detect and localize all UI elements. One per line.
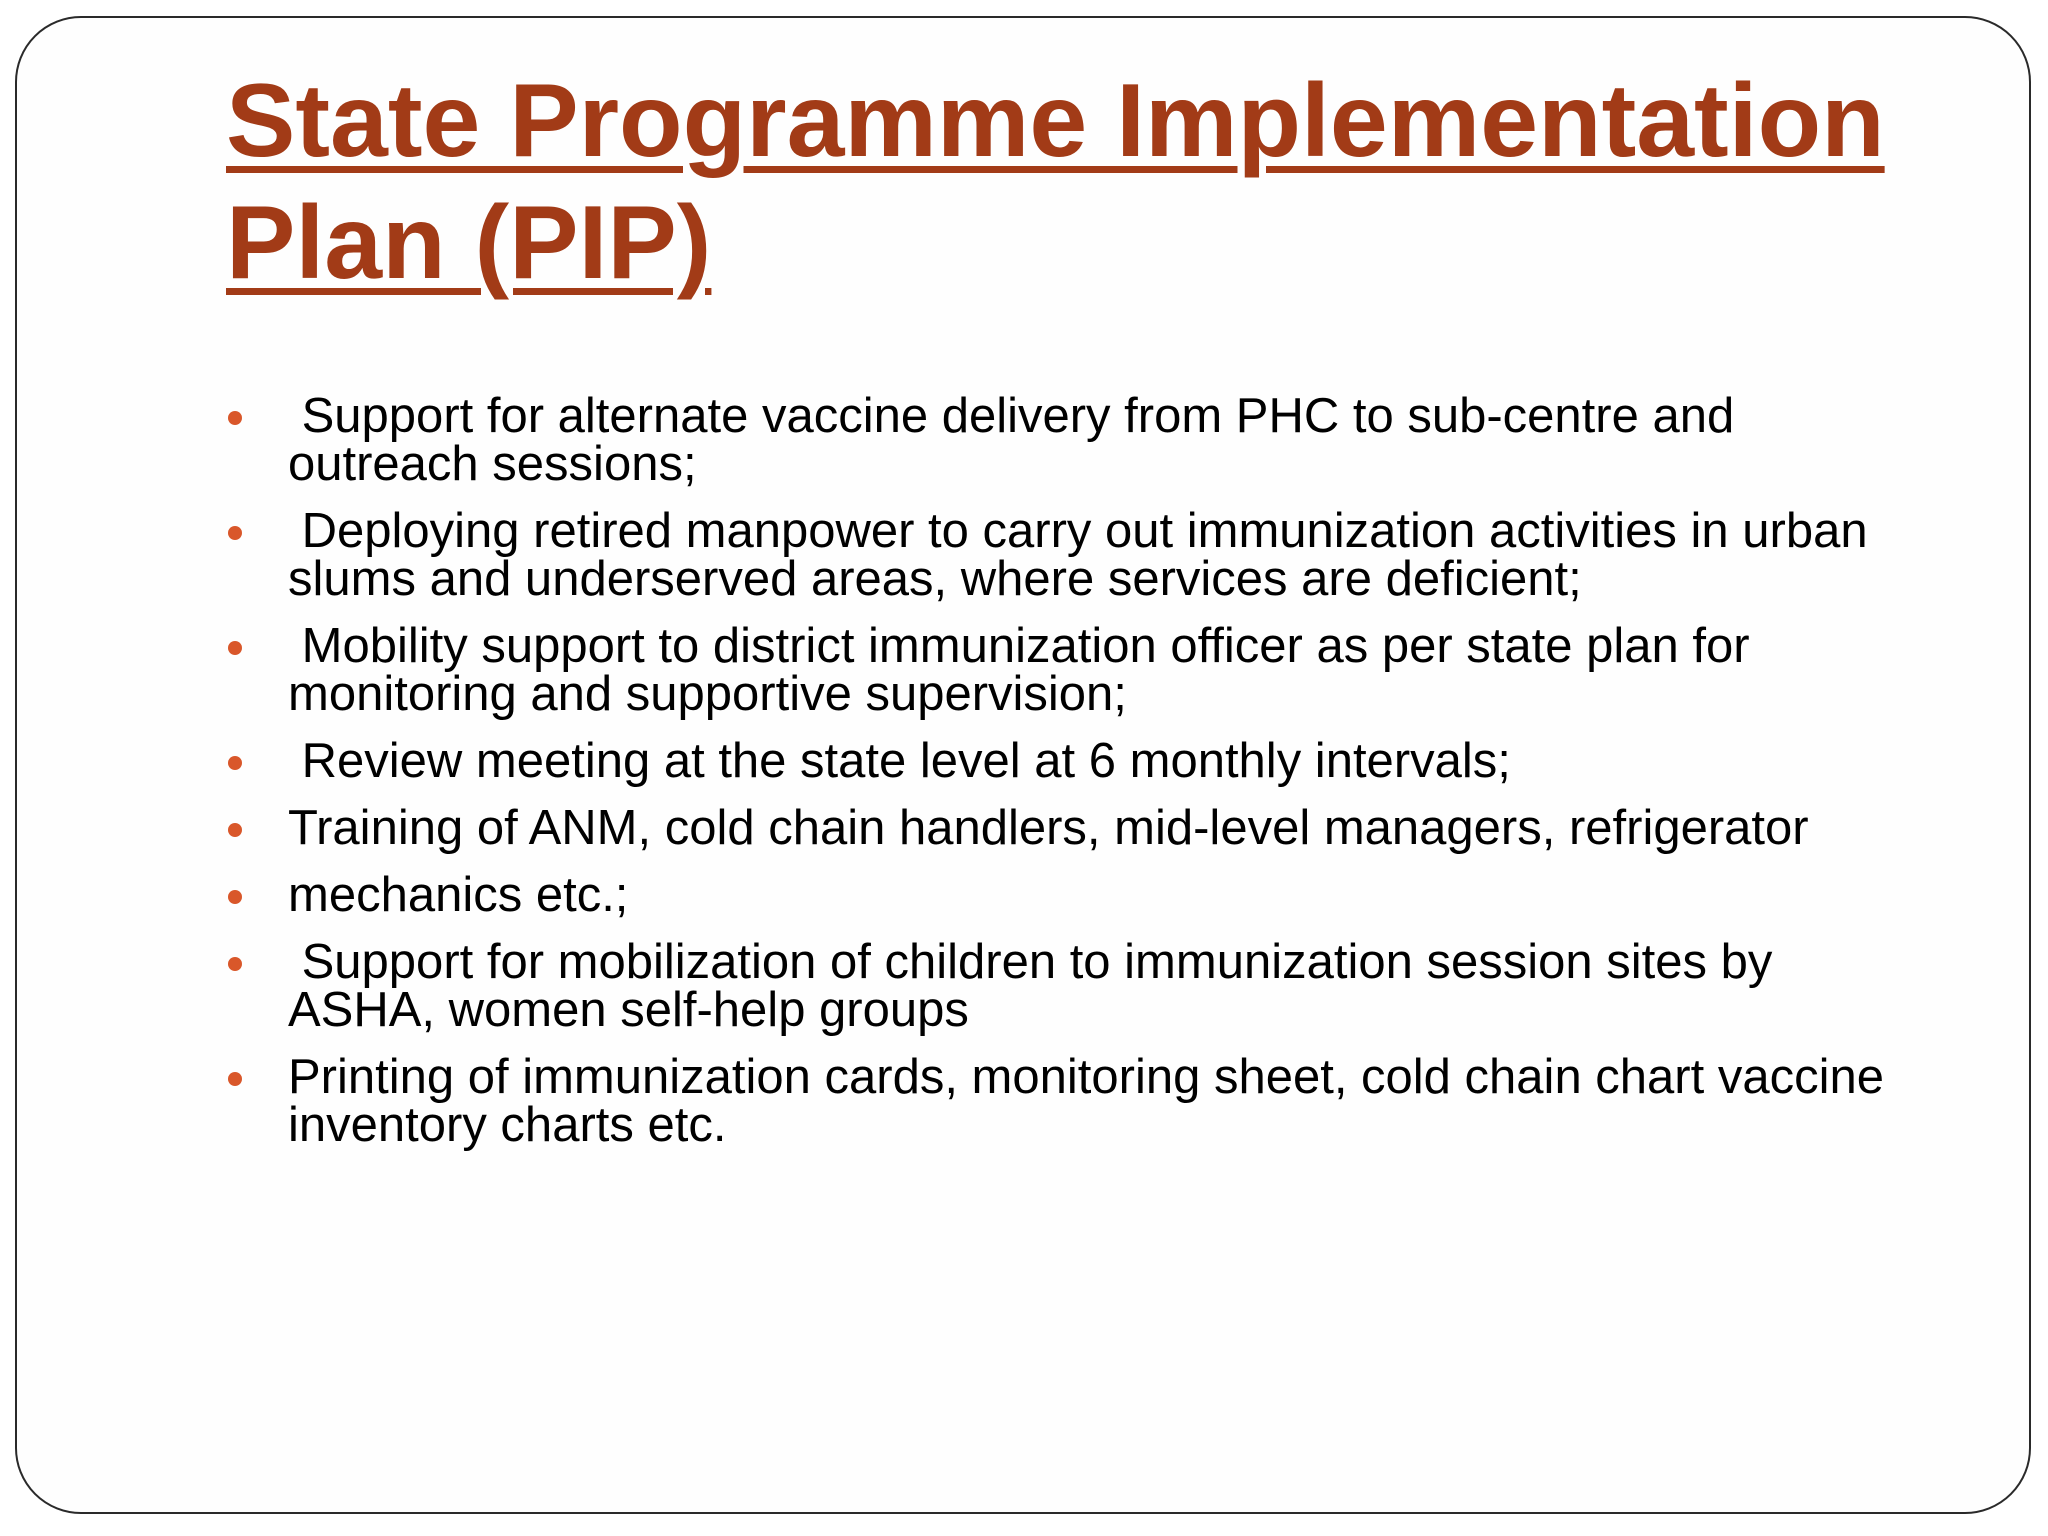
bullet-dot-icon [228,1072,242,1086]
bullet-dot-icon [228,756,242,770]
bullet-text: Support for alternate vaccine delivery from PHC to sub-centre and outreach sessions; [288,389,1748,491]
bullet-item [226,619,1906,721]
bullet-text: mechanics etc.; [288,868,629,922]
bullet-dot-icon [228,526,242,540]
bullet-text: Training of ANM, cold chain handlers, mid-level managers, refrigerator [288,801,1809,855]
bullet-item [226,734,1906,788]
bullet-dot-icon [228,641,242,655]
bullet-text: Deploying retired manpower to carry out immunization activities in urban slums and underserved areas, where services are deficient; [288,504,1882,606]
bullet-item [226,389,1906,491]
bullet-dot-icon [228,957,242,971]
bullet-dot-icon [228,890,242,904]
bullet-list [226,389,1906,1168]
bullet-text: Mobility support to district immunization officer as per state plan for monitoring and supportive supervision; [288,619,1764,721]
slide-title [226,60,1906,304]
bullet-dot-icon [228,411,242,425]
bullet-item [226,868,1906,922]
slide-title-line-1: State Programme Implementation [226,63,1885,179]
bullet-item [226,935,1906,1037]
slide-title-line-2: Plan (PIP) [226,185,712,301]
bullet-dot-icon [228,823,242,837]
bullet-text: Review meeting at the state level at 6 monthly intervals; [288,734,1511,788]
bullet-text: Support for mobilization of children to immunization session sites by ASHA, women self-help groups [288,935,1784,1037]
bullet-item [226,801,1906,855]
bullet-text: Printing of immunization cards, monitoring sheet, cold chain chart vaccine inventory charts etc. [288,1050,1898,1152]
bullet-item [226,504,1906,606]
bullet-item [226,1050,1906,1152]
